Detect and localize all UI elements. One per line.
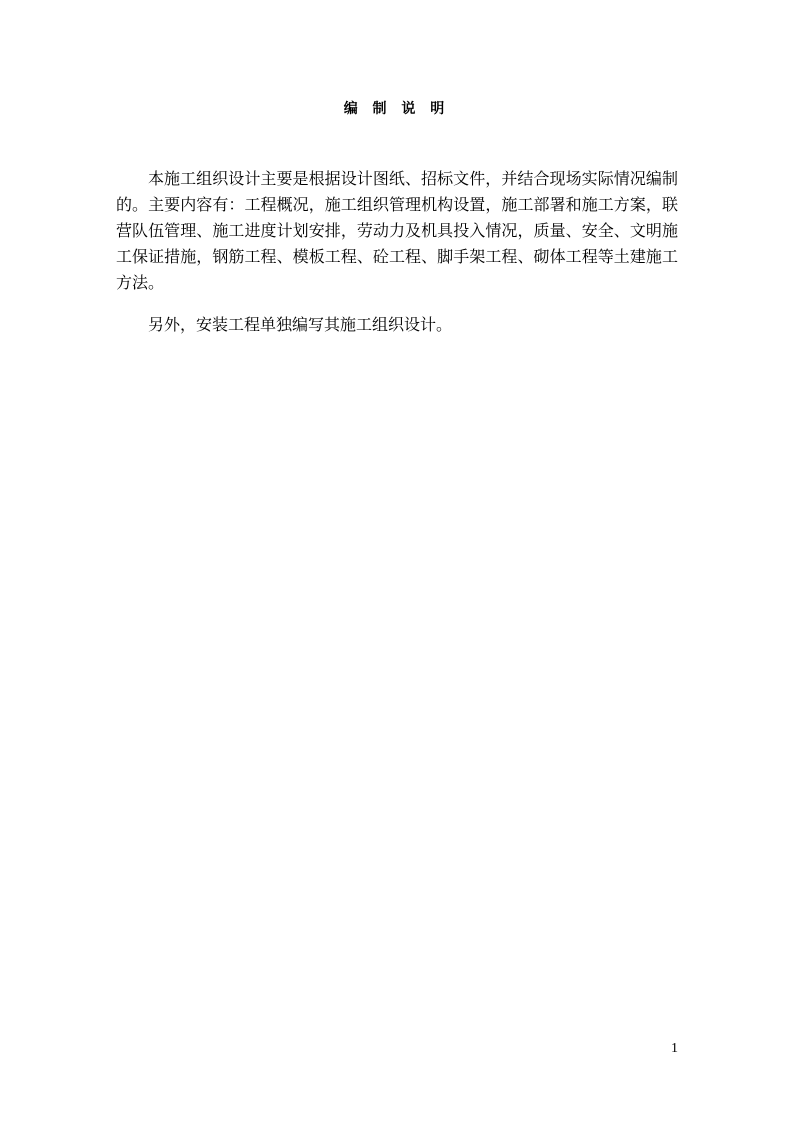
paragraph-scope: 本施工组织设计主要是根据设计图纸、招标文件，并结合现场实际情况编制的。主要内容有：工程概况，施工组织管理机构设置，施工部署和施工方案，联营队伍管理、施工进度计划安排，劳动力及机具投入情况，质量、安全、文明施工保证措施，钢筋工程、模板工程、砼工程、脚手架工程、砌体工程等土建施工方法。 bbox=[116, 169, 678, 292]
page-number: 1 bbox=[671, 1041, 678, 1056]
paragraph-installation-note: 另外，安装工程单独编写其施工组织设计。 bbox=[148, 315, 453, 334]
document-title: 编 制 说 明 bbox=[343, 101, 450, 117]
